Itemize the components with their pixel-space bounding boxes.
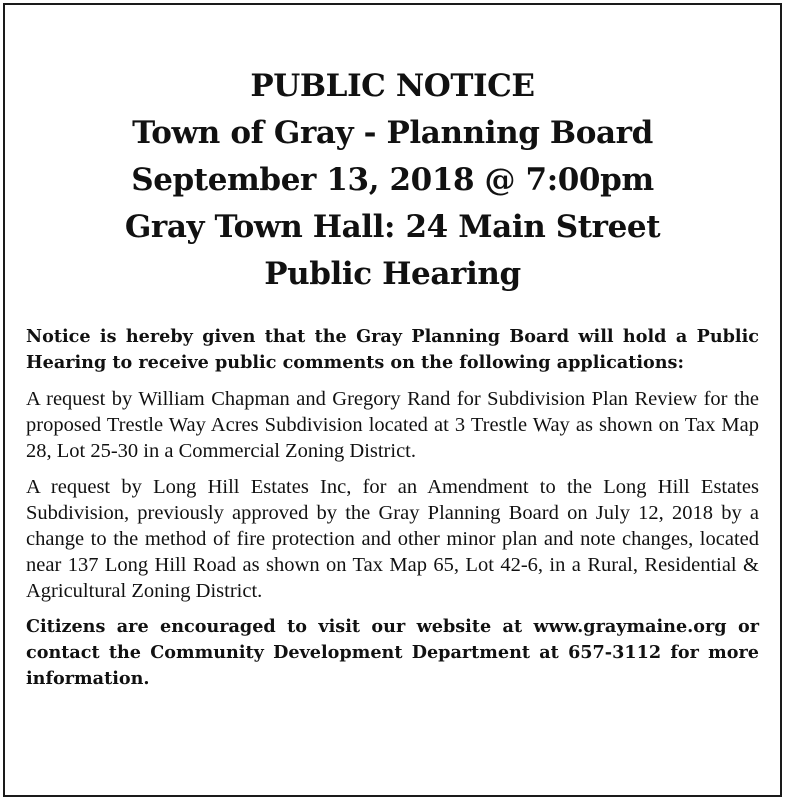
- closing-paragraph: Citizens are encouraged to visit our website at www.graymaine.org or contact the Community Development Department at 657-3112 for more information.: [26, 616, 759, 689]
- notice-date-time: September 13, 2018 @ 7:00pm: [131, 162, 654, 198]
- application-paragraph-1: A request by William Chapman and Gregory Rand for Subdivision Plan Review for the proposed Trestle Way Acres Subdivision located at 3 Trestle Way as shown on Tax Map 28, Lot 25-30 in a Commercial Zoning District.: [26, 388, 759, 462]
- notice-header: [5, 63, 780, 298]
- intro-paragraph: Notice is hereby given that the Gray Planning Board will hold a Public Hearing to receive public comments on the following applications:: [26, 326, 759, 373]
- public-notice: [3, 3, 782, 797]
- application-paragraph-2: A request by Long Hill Estates Inc, for an Amendment to the Long Hill Estates Subdivision, previously approved by the Gray Planning Board on July 12, 2018 by a change to the method of fire protection and other minor plan and note changes, located near 137 Long Hill Road as shown on Tax Map 65, Lot 42-6, in a Rural, Residential & Agricultural Zoning District.: [26, 476, 759, 602]
- notice-location: Gray Town Hall: 24 Main Street: [124, 209, 661, 245]
- notice-body: [26, 324, 759, 702]
- notice-organization: Town of Gray - Planning Board: [132, 115, 653, 151]
- notice-title: PUBLIC NOTICE: [250, 68, 535, 104]
- notice-event-type: Public Hearing: [264, 256, 521, 292]
